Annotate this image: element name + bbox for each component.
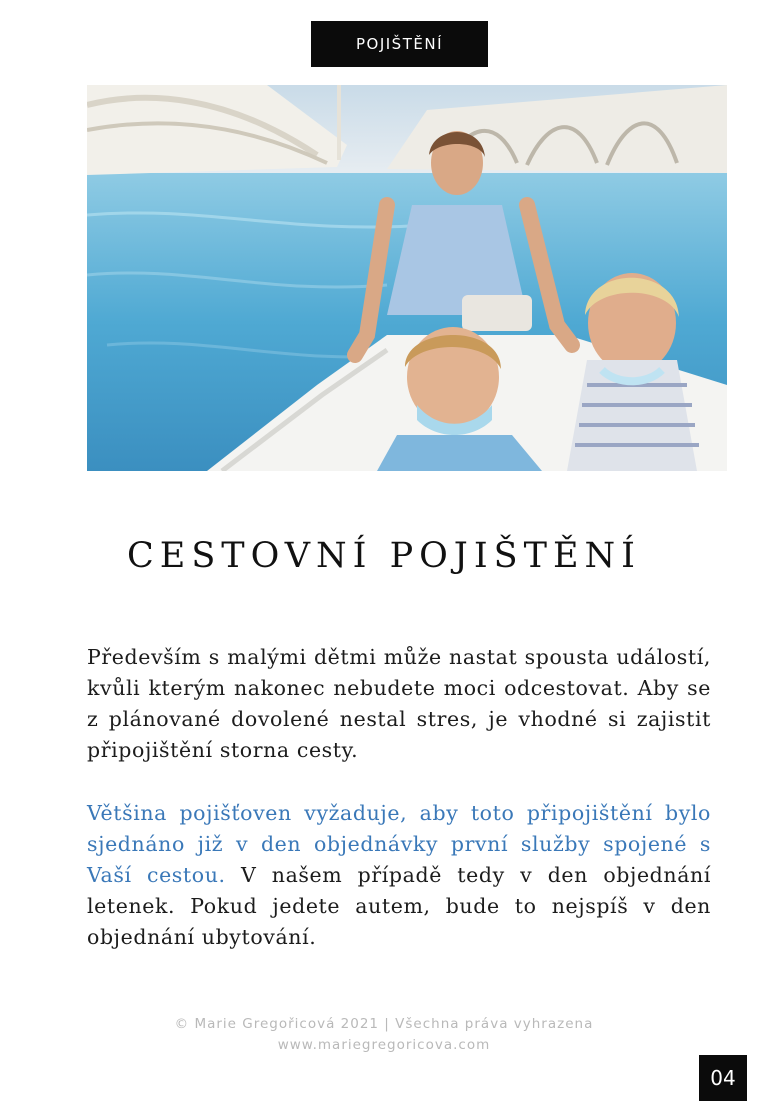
footer-copyright: © Marie Gregořicová 2021 | Všechna práva vyhrazena [174, 1016, 594, 1032]
hero-photo [87, 85, 727, 471]
paragraph-2-text: V našem případě tedy v den objednání letenek. Pokud jedete autem, bude to nejspíš v den objednání ubytování. [87, 863, 711, 949]
highlighted-text: Většina pojišťoven vyžaduje, aby toto připojištění bylo sjednáno již v den objednávky první služby spojené s Vaší cestou. [87, 801, 711, 887]
section-tag-label: POJIŠTĚNÍ [355, 35, 443, 53]
page-title: CESTOVNÍ POJIŠTĚNÍ [126, 536, 641, 576]
page-number-label: 04 [710, 1066, 736, 1090]
body-paragraph-2 [87, 798, 711, 953]
section-tag [311, 21, 488, 67]
page-number [699, 1055, 747, 1101]
body-paragraph-1: Především s malými dětmi může nastat spousta událostí, kvůli kterým nakonec nebudete moci odcestovat. Aby se z plánované dovolené nestal stres, je vhodné si zajistit připojištění storna cesty. [87, 645, 711, 762]
footer-website: www.mariegregoricova.com [277, 1037, 491, 1053]
